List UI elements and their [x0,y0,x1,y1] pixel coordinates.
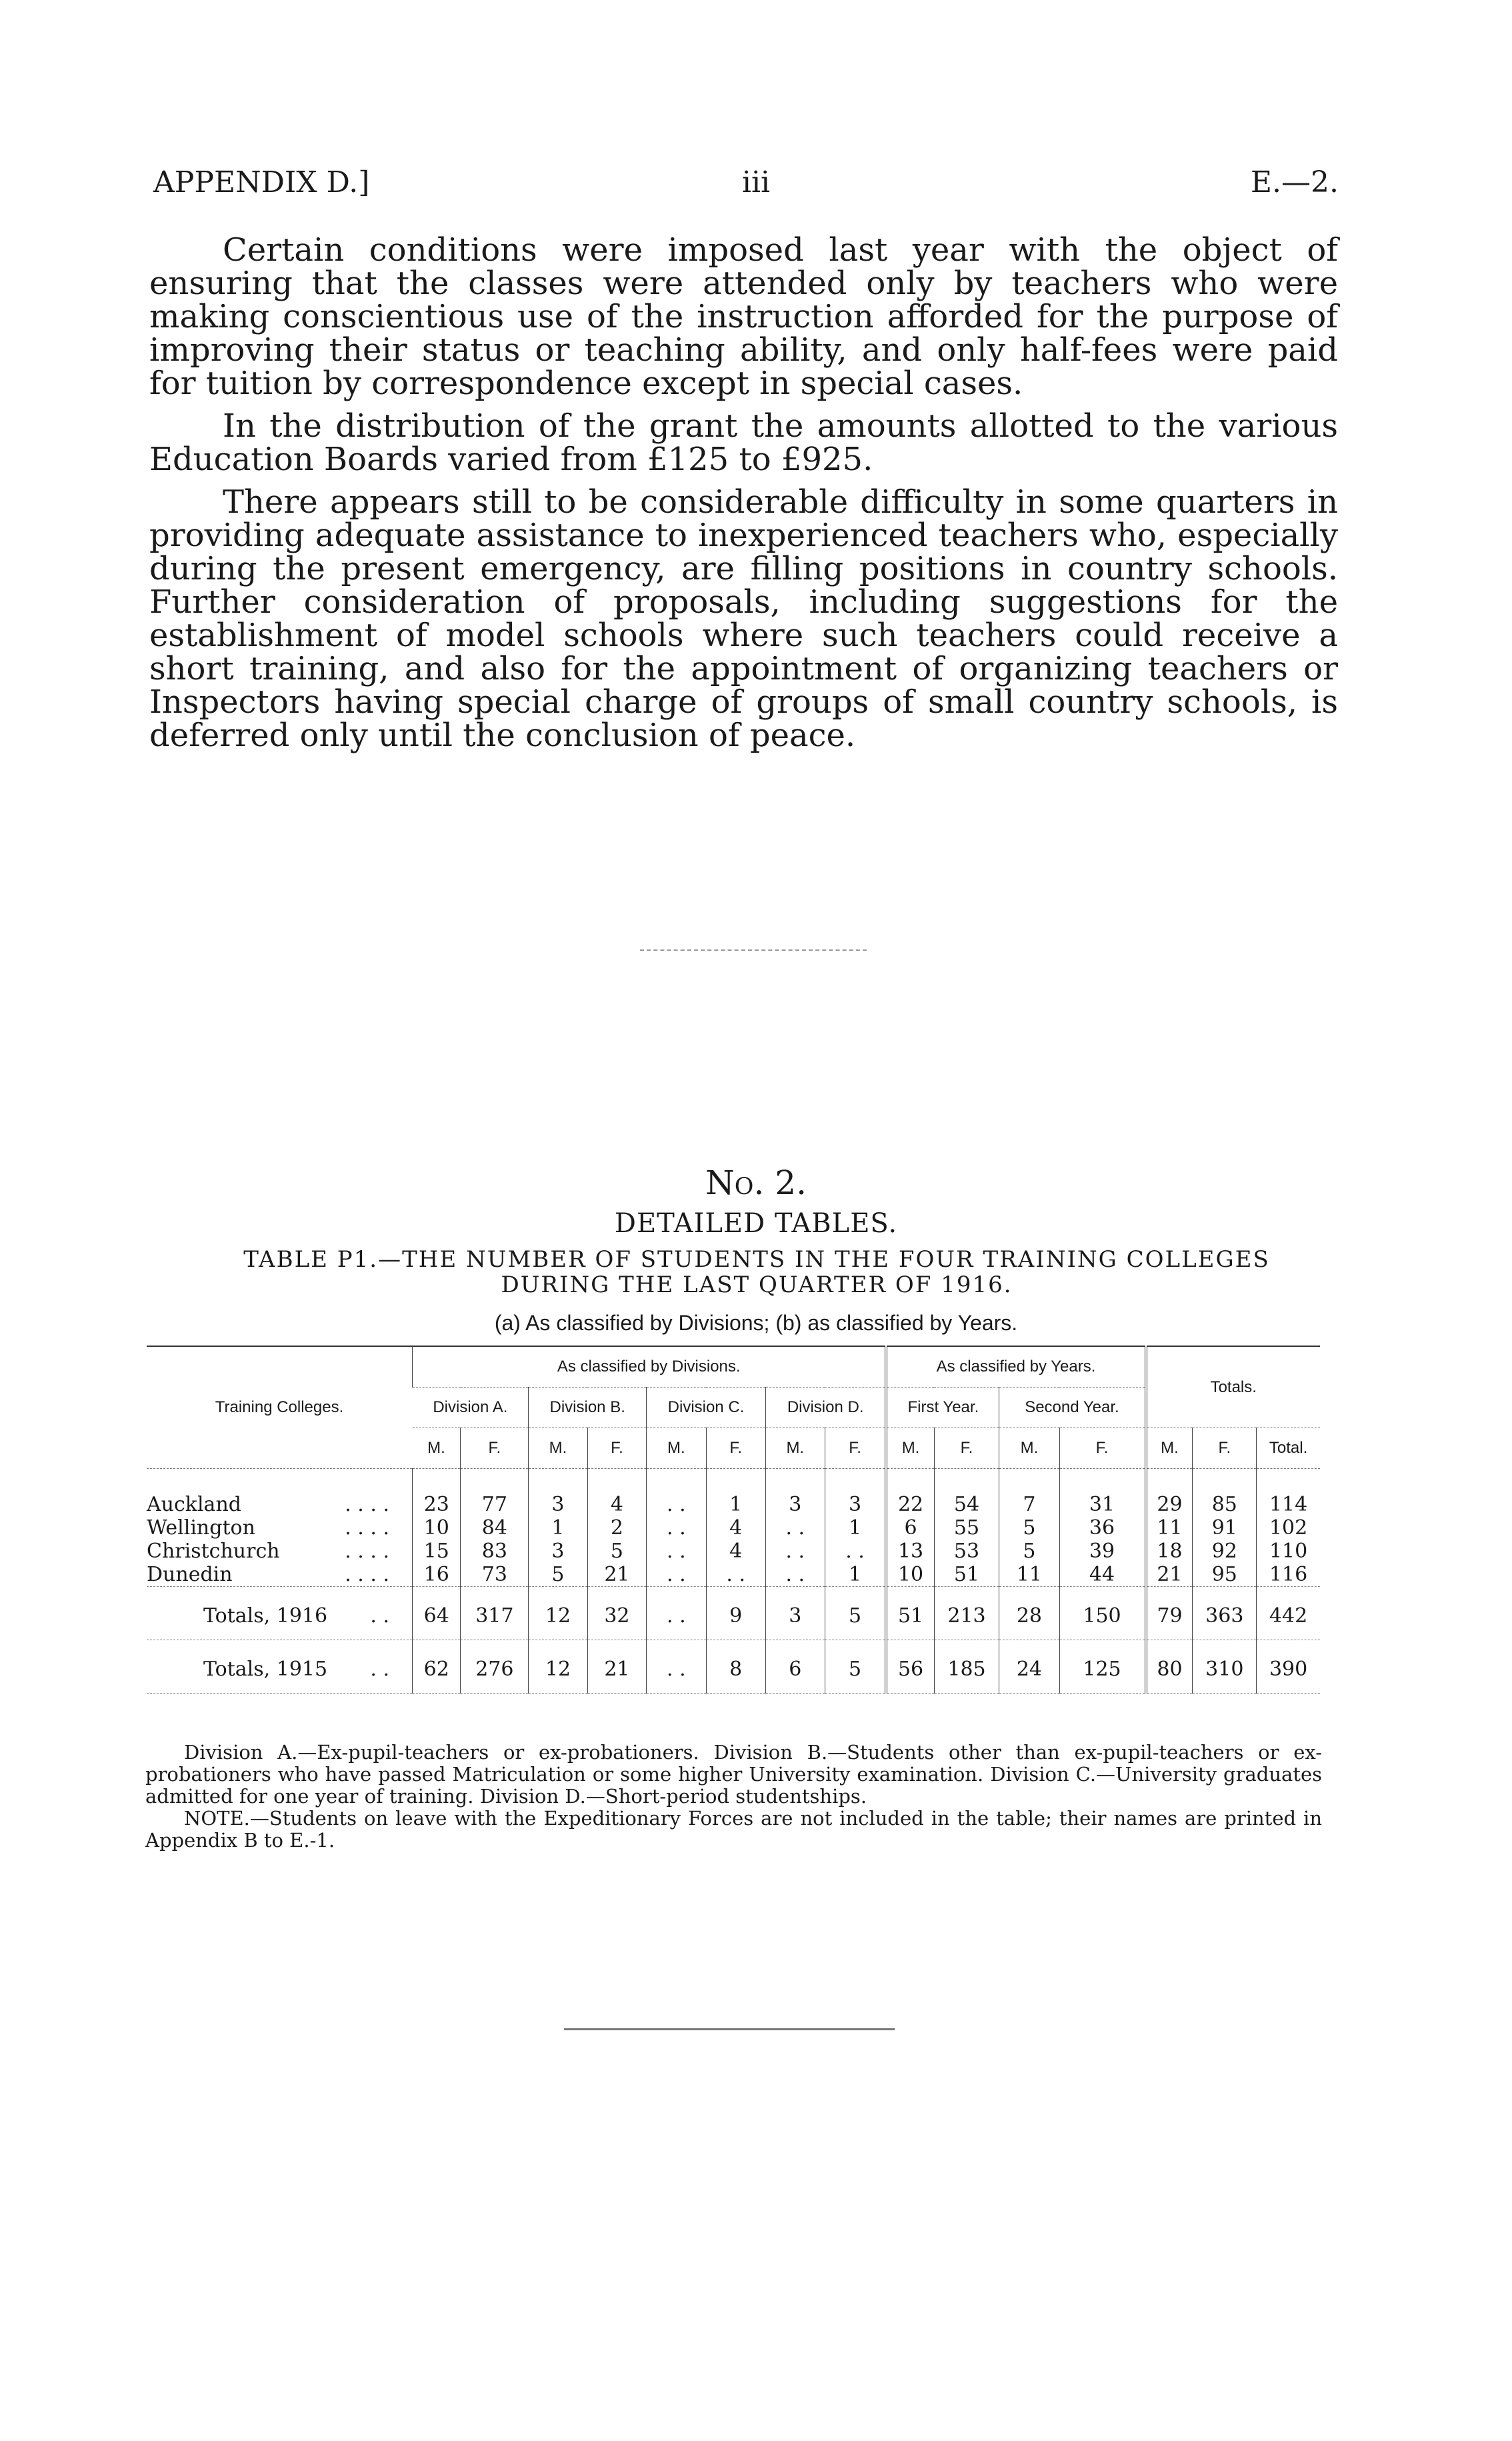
col-header-division-a: Division A. [413,1388,529,1428]
table-cell: 31 [1059,1469,1146,1517]
table-cell: 5 [999,1516,1059,1540]
table-caption: TABLE P1.—THE NUMBER OF STUDENTS IN THE FOUR TRAINING COLLEGES DURING THE LAST QUARTER OF 1916. [243,1246,1270,1298]
table-cell: 13 [886,1540,934,1563]
section-divider [640,949,867,951]
college-name-text: Christchurch [147,1540,280,1563]
table-cell: 55 [934,1516,999,1540]
col-header-division-b: Division B. [529,1388,647,1428]
col-header-f: F. [934,1428,999,1469]
table-cell: 276 [461,1640,529,1694]
table-row [147,1540,1320,1563]
leader-dots: . . [370,1604,389,1628]
table-cell: . . [647,1640,706,1694]
table-cell: 64 [413,1587,461,1640]
table-cell: 1 [825,1516,886,1540]
col-header-by-divisions: As classified by Divisions. [413,1346,887,1388]
table-cell: 83 [461,1540,529,1563]
col-header-m: M. [413,1428,461,1469]
table-cell: 36 [1059,1516,1146,1540]
table-cell: 8 [706,1640,765,1694]
table-cell: 92 [1193,1540,1257,1563]
table-cell: 56 [886,1640,934,1694]
table-cell: 21 [587,1640,646,1694]
college-name [147,1540,413,1563]
table-cell: 11 [1146,1516,1193,1540]
col-header-f: F. [1193,1428,1257,1469]
table-cell: 85 [1193,1469,1257,1517]
table-cell: 3 [765,1469,825,1517]
table-cell: 10 [886,1563,934,1587]
table-cell: 3 [529,1540,587,1563]
table-cell: 23 [413,1469,461,1517]
col-header-division-c: Division C. [647,1388,766,1428]
table-cell: 442 [1257,1587,1320,1640]
table-row [147,1516,1320,1540]
col-header-f: F. [706,1428,765,1469]
table-cell: 116 [1257,1563,1320,1587]
col-header-f: F. [1059,1428,1146,1469]
table-cell: 54 [934,1469,999,1517]
college-name-text: Dunedin [147,1563,233,1586]
table-cell: 5 [999,1540,1059,1563]
table-cell: 3 [825,1469,886,1517]
college-name [147,1563,413,1587]
table-cell: 39 [1059,1540,1146,1563]
table-cell: 51 [934,1563,999,1587]
table-cell: 16 [413,1563,461,1587]
table-cell: 51 [886,1587,934,1640]
table-cell: 185 [934,1640,999,1694]
table-cell: 12 [529,1640,587,1694]
header-document-code: E.—2. [1250,165,1339,199]
table-cell: . . [706,1563,765,1587]
table-cell: 11 [999,1563,1059,1587]
table-cell: 1 [825,1563,886,1587]
leader-dots: . . . . [345,1516,389,1540]
table-cell: . . [647,1469,706,1517]
table-note: NOTE.—Students on leave with the Expeditionary Forces are not included in the table; their names are printed in Appendix B to E.-1. [145,1807,1322,1852]
table-cell: 213 [934,1587,999,1640]
col-header-f: F. [825,1428,886,1469]
paragraph-distribution: In the distribution of the grant the amounts allotted to the various Education Boards varied from £125 to £925. [149,407,1338,478]
leader-dots: . . . . [345,1563,389,1586]
college-name-text: Totals, 1916 [203,1604,328,1628]
table-subcaption: (a) As classified by Divisions; (b) as classified by Years. [494,1311,1018,1335]
col-header-f: F. [587,1428,646,1469]
page-number: iii [741,165,771,199]
table-cell: . . [647,1516,706,1540]
end-rule [564,2028,895,2030]
table-cell: 5 [825,1640,886,1694]
col-header-second-year: Second Year. [999,1388,1146,1428]
table-cell: 114 [1257,1469,1320,1517]
table-cell: 3 [529,1469,587,1517]
table-cell: 150 [1059,1587,1146,1640]
table-cell: 4 [587,1469,646,1517]
table-cell: 110 [1257,1540,1320,1563]
table-cell: 44 [1059,1563,1146,1587]
table-cell: 10 [413,1516,461,1540]
table-cell: 1 [529,1516,587,1540]
table-cell: . . [765,1540,825,1563]
leader-dots: . . . . [345,1540,389,1563]
table-cell: 73 [461,1563,529,1587]
table-cell: 24 [999,1640,1059,1694]
table-cell: . . [765,1563,825,1587]
college-name [147,1469,413,1517]
col-header-total: Total. [1257,1428,1320,1469]
col-header-m: M. [999,1428,1059,1469]
table-cell: 9 [706,1587,765,1640]
table-cell: . . [647,1540,706,1563]
table-cell: 28 [999,1587,1059,1640]
table-cell: 22 [886,1469,934,1517]
college-name-text: Auckland [147,1493,241,1516]
table-cell: 29 [1146,1469,1193,1517]
college-name [147,1640,413,1694]
body-text [149,233,1338,761]
col-header-m: M. [886,1428,934,1469]
col-header-f: F. [461,1428,529,1469]
table-cell: 3 [765,1587,825,1640]
table-cell: 21 [587,1563,646,1587]
paragraph-conditions: Certain conditions were imposed last year with the object of ensuring that the classes were attended only by teachers who were making conscientious use of the instruction afforded for the purpose of improving their status or teaching ability, and only half-fees were paid for tuition by correspondence except in special cases. [149,231,1338,402]
table-cell: 62 [413,1640,461,1694]
table-cell: 6 [765,1640,825,1694]
col-header-by-years: As classified by Years. [886,1346,1145,1388]
table-cell: 390 [1257,1640,1320,1694]
table-notes [145,1742,1322,1852]
table-cell: 4 [706,1516,765,1540]
col-header-totals: Totals. [1146,1346,1320,1428]
table-cell: 102 [1257,1516,1320,1540]
table-cell: 317 [461,1587,529,1640]
header-appendix-label: APPENDIX D.] [153,165,370,199]
col-header-division-d: Division D. [765,1388,886,1428]
table-cell: . . [765,1516,825,1540]
paragraph-difficulty: There appears still to be considerable difficulty in some quarters in providing adequate assistance to inexperienced teachers who, especially during the present emergency, are filling positions in country schools. Further consideration of proposals, including suggestions for the establishment of model schools where such teachers could receive a short training, and also for the appointment of organizing teachers or Inspectors having special charge of groups of small country schools, is deferred only until the conclusion of peace. [149,483,1338,754]
college-name-text: Totals, 1915 [203,1658,328,1681]
table-cell: . . [647,1587,706,1640]
table-cell: 2 [587,1516,646,1540]
table-cell: 7 [999,1469,1059,1517]
table-cell: 5 [529,1563,587,1587]
table-row [147,1469,1320,1517]
table-cell: 80 [1146,1640,1193,1694]
table-cell: 5 [587,1540,646,1563]
table-cell: 12 [529,1587,587,1640]
students-table [147,1346,1320,1694]
table-cell: 95 [1193,1563,1257,1587]
table-cell: . . [647,1563,706,1587]
col-header-m: M. [647,1428,706,1469]
col-header-m: M. [529,1428,587,1469]
leader-dots: . . . . [345,1493,389,1516]
section-heading: DETAILED TABLES. [614,1208,898,1239]
table-cell: 125 [1059,1640,1146,1694]
col-header-m: M. [1146,1428,1193,1469]
table-cell: 310 [1193,1640,1257,1694]
table-cell: 18 [1146,1540,1193,1563]
college-name [147,1587,413,1640]
table-cell: 84 [461,1516,529,1540]
table-cell: 6 [886,1516,934,1540]
table-cell: 1 [706,1469,765,1517]
table-cell: 21 [1146,1563,1193,1587]
col-header-colleges: Training Colleges. [147,1346,413,1469]
table-cell: 5 [825,1587,886,1640]
table-cell: . . [825,1540,886,1563]
table-cell: 15 [413,1540,461,1563]
col-header-first-year: First Year. [886,1388,999,1428]
table-cell: 363 [1193,1587,1257,1640]
table-cell: 32 [587,1587,646,1640]
college-name-text: Wellington [147,1516,255,1540]
col-header-m: M. [765,1428,825,1469]
leader-dots: . . [370,1658,389,1681]
totals-row [147,1587,1320,1640]
table-cell: 53 [934,1540,999,1563]
table-cell: 91 [1193,1516,1257,1540]
table-cell: 79 [1146,1587,1193,1640]
college-name [147,1516,413,1540]
table-cell: 77 [461,1469,529,1517]
section-number: No. 2. [705,1163,807,1202]
totals-row [147,1640,1320,1694]
table-row [147,1563,1320,1587]
table-cell: 4 [706,1540,765,1563]
division-definitions: Division A.—Ex-pupil-teachers or ex-probationers. Division B.—Students other than ex-pupil-teachers or ex-probationers who have passed Matriculation or some higher University examination. Division C.—University graduates admitted for one year of training. Division D.—Short-period studentships. [145,1741,1322,1808]
